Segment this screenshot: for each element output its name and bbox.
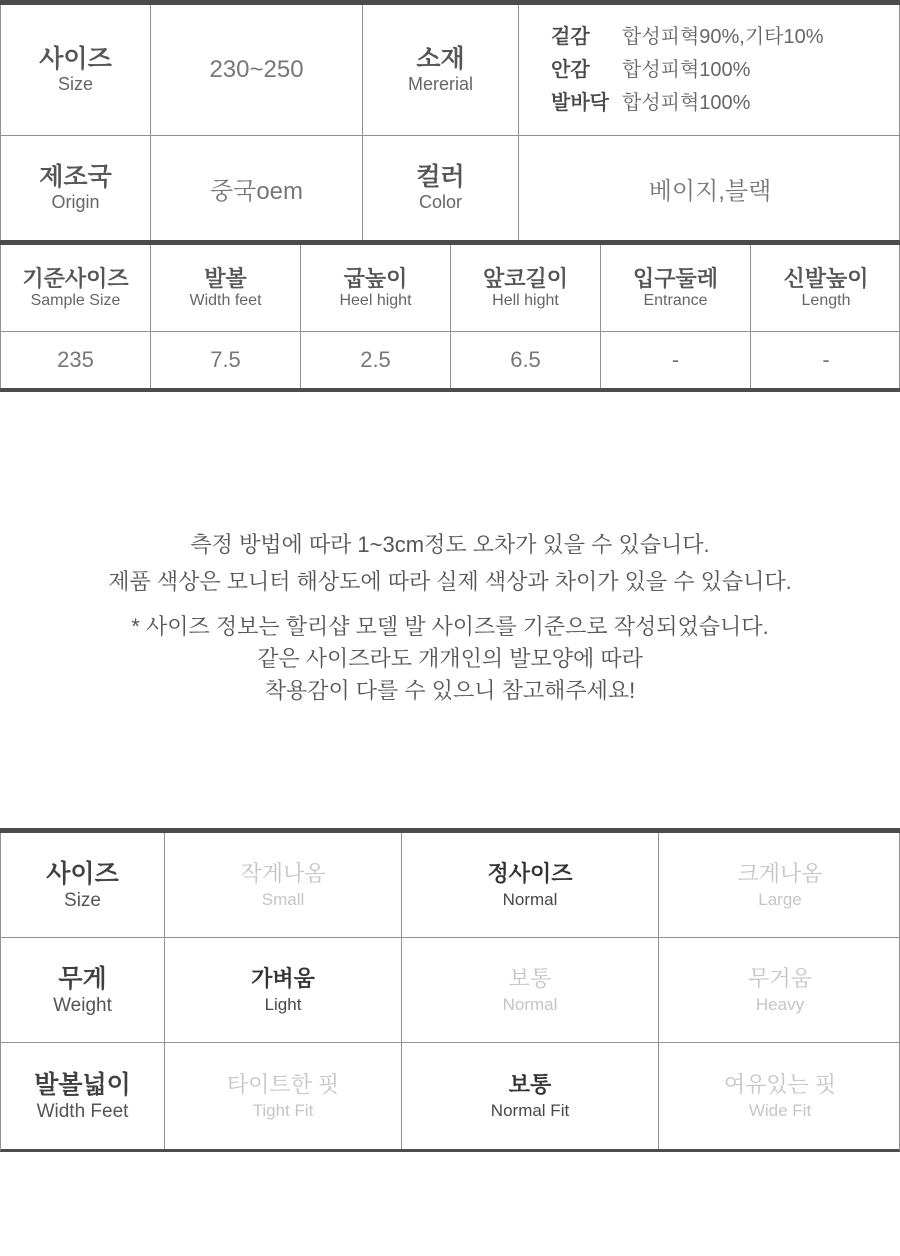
- fit-option-weight-normal: [402, 938, 659, 1043]
- fit-label-ko: 무게: [58, 964, 107, 993]
- spec-material-label-en: Mererial: [407, 74, 473, 95]
- fit-option-ko: 가벼움: [251, 965, 315, 991]
- measure-bottom-bar: [0, 388, 900, 392]
- fit-guide-table: [0, 833, 900, 1152]
- fit-option-size-normal: [402, 833, 659, 938]
- measure-header-en: Width feet: [189, 292, 262, 310]
- spec-color-label-en: Color: [418, 192, 462, 213]
- fit-option-en: Tight Fit: [252, 1101, 314, 1121]
- fit-option-en: Light: [264, 995, 302, 1015]
- spec-origin-label-ko: 제조국: [39, 162, 112, 191]
- fit-option-en: Normal Fit: [490, 1101, 570, 1121]
- material-outer-value: 합성피혁90%,기타10%: [622, 25, 824, 48]
- measure-header-en: Heel hight: [339, 292, 412, 310]
- measure-header-toe-length: [451, 245, 601, 332]
- fit-option-ko: 보통: [508, 1071, 552, 1097]
- fit-option-en: Normal: [502, 995, 558, 1015]
- fit-option-ko: 무거움: [748, 965, 812, 991]
- spec-color-value: 베이지,블랙: [648, 177, 772, 205]
- fit-option-ko: 보통: [508, 965, 552, 991]
- spec-material-value-cell: [519, 5, 900, 136]
- spec-material-label-ko: 소재: [416, 44, 465, 73]
- fit-row-weight-label: [1, 938, 165, 1043]
- material-sole-label: 발바닥: [551, 91, 609, 114]
- measure-header-shoe-height: [751, 245, 900, 332]
- spec-color-value-cell: [519, 136, 900, 240]
- notice-line: 측정 방법에 따라 1~3cm정도 오차가 있을 수 있습니다.: [190, 532, 710, 557]
- fit-label-en: Weight: [53, 994, 112, 1016]
- spec-material-label-cell: [363, 5, 519, 136]
- measure-value-cell: [451, 332, 601, 388]
- measure-header-en: Hell hight: [492, 292, 559, 310]
- fit-label-ko: 발볼넓이: [34, 1070, 131, 1099]
- fit-guide-section: [0, 828, 900, 1152]
- fit-option-en: Wide Fit: [748, 1101, 812, 1121]
- material-lining-label: 안감: [551, 58, 590, 81]
- fit-option-ko: 정사이즈: [487, 860, 573, 886]
- notice-line: 제품 색상은 모니터 해상도에 따라 실제 색상과 차이가 있을 수 있습니다.: [108, 569, 792, 594]
- notice-section: [0, 526, 900, 707]
- fit-option-width-wide: [659, 1043, 900, 1149]
- spec-origin-value: 중국oem: [209, 177, 304, 205]
- notice-paragraph: [0, 526, 900, 600]
- spec-size-value-cell: [151, 5, 363, 136]
- notice-line: 같은 사이즈라도 개개인의 발모양에 따라: [257, 646, 643, 671]
- notice-line: 착용감이 다를 수 있으니 참고해주세요!: [264, 678, 636, 703]
- measure-value: 7.5: [210, 347, 241, 372]
- measure-header-ko: 발볼: [204, 265, 247, 291]
- spec-size-label-en: Size: [57, 74, 93, 95]
- measure-header-heel-height: [301, 245, 451, 332]
- measure-value: 235: [57, 347, 94, 372]
- fit-label-ko: 사이즈: [46, 859, 119, 888]
- fit-option-ko: 여유있는 핏: [723, 1071, 837, 1097]
- measure-value-cell: [751, 332, 900, 388]
- measure-value: 6.5: [510, 347, 541, 372]
- spec-size-value: 230~250: [209, 56, 304, 83]
- fit-option-ko: 타이트한 핏: [226, 1071, 340, 1097]
- spec-color-label-ko: 컬러: [416, 162, 465, 191]
- measure-header-entrance: [601, 245, 751, 332]
- material-sole-value: 합성피혁100%: [622, 91, 751, 114]
- fit-label-en: Width Feet: [36, 1100, 129, 1122]
- fit-option-width-tight: [165, 1043, 402, 1149]
- spec-color-label-cell: [363, 136, 519, 240]
- fit-option-weight-light: [165, 938, 402, 1043]
- spec-origin-value-cell: [151, 136, 363, 240]
- spec-table: [0, 5, 900, 240]
- measure-value-cell: [1, 332, 151, 388]
- measure-header-en: Sample Size: [30, 292, 121, 310]
- measure-header-ko: 앞코길이: [482, 265, 568, 291]
- measure-header-ko: 신발높이: [783, 265, 869, 291]
- measure-header-sample-size: [1, 245, 151, 332]
- measurement-table: [0, 245, 900, 388]
- fit-label-en: Size: [64, 889, 101, 911]
- fit-option-ko: 크게나옴: [737, 860, 823, 886]
- measure-value-cell: [301, 332, 451, 388]
- fit-option-size-small: [165, 833, 402, 938]
- material-line: [551, 54, 750, 87]
- notice-paragraph: [0, 611, 900, 707]
- material-line: [551, 21, 824, 54]
- material-line: [551, 87, 750, 120]
- fit-option-en: Small: [261, 890, 305, 910]
- fit-row-size-label: [1, 833, 165, 938]
- measure-value-cell: [601, 332, 751, 388]
- fit-option-en: Normal: [502, 890, 558, 910]
- measure-header-en: Entrance: [643, 292, 708, 310]
- material-outer-label: 겉감: [551, 25, 590, 48]
- measure-value: 2.5: [360, 347, 391, 372]
- fit-option-en: Large: [758, 890, 802, 910]
- material-lining-value: 합성피혁100%: [622, 58, 751, 81]
- fit-option-size-large: [659, 833, 900, 938]
- spec-origin-label-cell: [1, 136, 151, 240]
- notice-line: * 사이즈 정보는 할리샵 모델 발 사이즈를 기준으로 작성되었습니다.: [131, 614, 769, 639]
- measure-header-width-feet: [151, 245, 301, 332]
- fit-row-width-label: [1, 1043, 165, 1149]
- fit-option-weight-heavy: [659, 938, 900, 1043]
- measure-value: -: [671, 347, 680, 372]
- fit-option-en: Heavy: [755, 995, 805, 1015]
- measure-value: -: [822, 347, 830, 372]
- measure-header-ko: 굽높이: [343, 265, 408, 291]
- measure-value-cell: [151, 332, 301, 388]
- measure-header-en: Length: [801, 292, 851, 310]
- measure-header-ko: 기준사이즈: [22, 265, 129, 291]
- spec-origin-label-en: Origin: [51, 192, 100, 213]
- fit-option-width-normal: [402, 1043, 659, 1149]
- spec-size-label-ko: 사이즈: [39, 44, 112, 73]
- measure-header-ko: 입구둘레: [632, 265, 718, 291]
- spec-size-label-cell: [1, 5, 151, 136]
- fit-option-ko: 작게나옴: [240, 860, 326, 886]
